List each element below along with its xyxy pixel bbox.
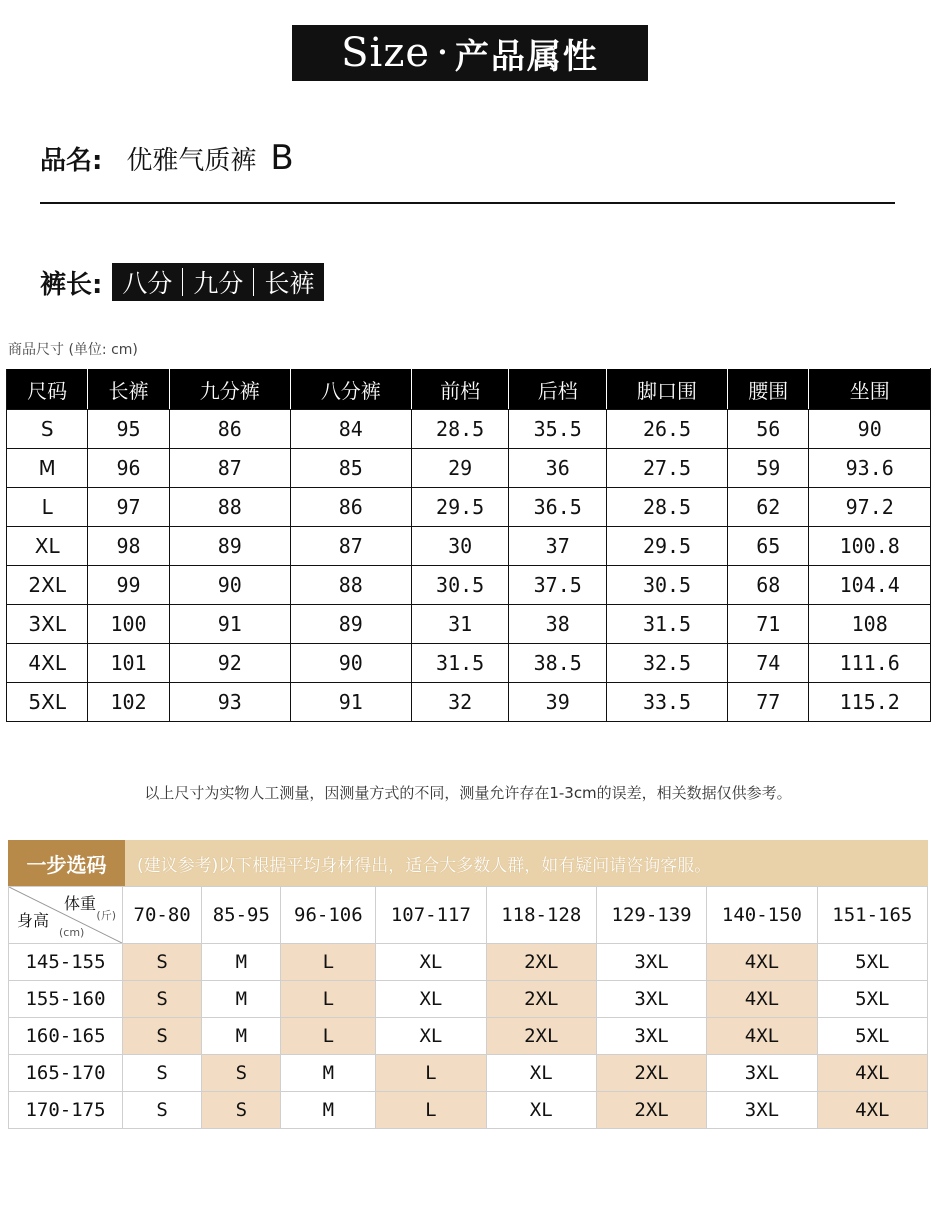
table-row: [7, 566, 931, 605]
recommended-size-cell: 5XL: [817, 1018, 927, 1055]
table-row: [9, 1092, 928, 1129]
recommended-size-cell: 3XL: [596, 1018, 706, 1055]
measurement-cell: 87: [169, 449, 290, 488]
recommended-size-cell: S: [202, 1092, 281, 1129]
recommended-size-cell: L: [376, 1055, 486, 1092]
size-column-header: 脚口围: [607, 369, 728, 410]
measurement-cell: 74: [728, 644, 809, 683]
recommended-size-cell: XL: [486, 1055, 596, 1092]
measurement-cell: 30: [411, 527, 509, 566]
recommended-size-cell: S: [202, 1055, 281, 1092]
size-recommendation: [8, 840, 928, 1129]
length-option: 八分: [122, 269, 173, 298]
recommended-size-cell: M: [202, 944, 281, 981]
size-label-cell: 2XL: [7, 566, 88, 605]
measurement-disclaimer: 以上尺寸为实物人工测量，因测量方式的不同，测量允许存在1-3cm的误差，相关数据仅供参考。: [144, 784, 792, 802]
measurement-cell: 90: [809, 410, 931, 449]
weight-label: 体重: [63, 894, 96, 913]
measurement-cell: 28.5: [607, 488, 728, 527]
recommendation-title: 一步选码: [8, 840, 125, 886]
measurement-cell: 101: [88, 644, 169, 683]
recommended-size-cell: M: [202, 981, 281, 1018]
measurement-cell: 27.5: [607, 449, 728, 488]
measurement-cell: 86: [290, 488, 411, 527]
measurement-cell: 85: [290, 449, 411, 488]
recommended-size-cell: S: [123, 1018, 202, 1055]
measurement-cell: 38.5: [509, 644, 607, 683]
measurement-cell: 84: [290, 410, 411, 449]
height-label: 身高: [17, 911, 50, 930]
title-dot: ·: [436, 30, 449, 76]
size-table-caption: 商品尺寸 (单位: cm): [8, 342, 138, 358]
measurement-cell: 35.5: [509, 410, 607, 449]
pants-length-label: 裤长:: [40, 269, 103, 300]
table-row: [7, 605, 931, 644]
measurement-cell: 89: [290, 605, 411, 644]
measurement-cell: 33.5: [607, 683, 728, 722]
measurement-cell: 77: [728, 683, 809, 722]
size-label-cell: 5XL: [7, 683, 88, 722]
size-column-header: 尺码: [7, 369, 88, 410]
recommended-size-cell: XL: [486, 1092, 596, 1129]
weight-column-header: 118-128: [486, 887, 596, 944]
weight-column-header: 151-165: [817, 887, 927, 944]
recommendation-note: (建议参考)以下根据平均身材得出，适合大多数人群，如有疑问请咨询客服。: [137, 855, 712, 876]
measurement-cell: 95: [88, 410, 169, 449]
size-column-header: 腰围: [728, 369, 809, 410]
recommended-size-cell: M: [202, 1018, 281, 1055]
divider: [40, 202, 895, 204]
measurement-cell: 37.5: [509, 566, 607, 605]
measurement-cell: 31.5: [411, 644, 509, 683]
measurement-cell: 38: [509, 605, 607, 644]
height-row-header: 160-165: [9, 1018, 123, 1055]
table-row: [7, 410, 931, 449]
weight-column-header: 96-106: [281, 887, 376, 944]
recommended-size-cell: 5XL: [817, 944, 927, 981]
measurement-cell: 37: [509, 527, 607, 566]
size-column-header: 九分裤: [169, 369, 290, 410]
recommended-size-cell: L: [281, 944, 376, 981]
recommended-size-cell: XL: [376, 944, 486, 981]
pants-length-row: [40, 263, 324, 301]
measurement-cell: 93.6: [809, 449, 931, 488]
measurement-cell: 115.2: [809, 683, 931, 722]
measurement-cell: 65: [728, 527, 809, 566]
weight-column-header: 107-117: [376, 887, 486, 944]
measurement-cell: 39: [509, 683, 607, 722]
recommended-size-cell: L: [376, 1092, 486, 1129]
product-name-row: [40, 138, 294, 178]
size-label-cell: 4XL: [7, 644, 88, 683]
measurement-cell: 56: [728, 410, 809, 449]
measurement-cell: 28.5: [411, 410, 509, 449]
table-row: [9, 944, 928, 981]
measurement-cell: 88: [169, 488, 290, 527]
size-column-header: 前档: [411, 369, 509, 410]
measurement-cell: 90: [290, 644, 411, 683]
recommended-size-cell: 4XL: [817, 1055, 927, 1092]
size-label-cell: L: [7, 488, 88, 527]
size-table: [6, 368, 931, 722]
measurement-cell: 31: [411, 605, 509, 644]
pants-length-options: [112, 263, 324, 301]
recommended-size-cell: 4XL: [707, 944, 817, 981]
measurement-cell: 100.8: [809, 527, 931, 566]
recommended-size-cell: 2XL: [596, 1092, 706, 1129]
table-corner: [9, 887, 123, 944]
measurement-cell: 32.5: [607, 644, 728, 683]
measurement-cell: 31.5: [607, 605, 728, 644]
title-size-word: Size: [341, 30, 431, 76]
table-row: [7, 527, 931, 566]
product-name-suffix: B: [270, 138, 294, 178]
weight-column-header: 129-139: [596, 887, 706, 944]
recommended-size-cell: 3XL: [596, 981, 706, 1018]
page-title-banner: [292, 25, 648, 81]
measurement-cell: 91: [290, 683, 411, 722]
measurement-cell: 97.2: [809, 488, 931, 527]
measurement-cell: 91: [169, 605, 290, 644]
measurement-cell: 93: [169, 683, 290, 722]
measurement-cell: 100: [88, 605, 169, 644]
measurement-cell: 32: [411, 683, 509, 722]
height-row-header: 155-160: [9, 981, 123, 1018]
product-name-label: 品名:: [40, 146, 103, 176]
table-row: [7, 683, 931, 722]
product-name-value: 优雅气质裤: [126, 146, 257, 176]
measurement-cell: 36.5: [509, 488, 607, 527]
recommended-size-cell: L: [281, 1018, 376, 1055]
table-row: [9, 1018, 928, 1055]
recommended-size-cell: 2XL: [486, 981, 596, 1018]
measurement-cell: 99: [88, 566, 169, 605]
size-column-header: 八分裤: [290, 369, 411, 410]
title-product-attributes: 产品属性: [454, 36, 599, 77]
measurement-cell: 36: [509, 449, 607, 488]
measurement-cell: 92: [169, 644, 290, 683]
measurement-cell: 96: [88, 449, 169, 488]
recommended-size-cell: L: [281, 981, 376, 1018]
recommended-size-cell: S: [123, 944, 202, 981]
measurement-cell: 87: [290, 527, 411, 566]
size-column-header: 后档: [509, 369, 607, 410]
recommended-size-cell: 5XL: [817, 981, 927, 1018]
measurement-cell: 89: [169, 527, 290, 566]
recommended-size-cell: XL: [376, 1018, 486, 1055]
measurement-cell: 62: [728, 488, 809, 527]
recommended-size-cell: M: [281, 1092, 376, 1129]
length-option: 长裤: [264, 269, 315, 298]
measurement-cell: 90: [169, 566, 290, 605]
recommended-size-cell: S: [123, 981, 202, 1018]
weight-unit: (斤): [96, 909, 116, 922]
height-row-header: 170-175: [9, 1092, 123, 1129]
measurement-cell: 102: [88, 683, 169, 722]
weight-column-header: 140-150: [707, 887, 817, 944]
size-column-header: 坐围: [809, 369, 931, 410]
size-label-cell: S: [7, 410, 88, 449]
measurement-cell: 29: [411, 449, 509, 488]
measurement-cell: 29.5: [411, 488, 509, 527]
recommended-size-cell: M: [281, 1055, 376, 1092]
recommended-size-cell: 4XL: [817, 1092, 927, 1129]
measurement-cell: 71: [728, 605, 809, 644]
measurement-cell: 86: [169, 410, 290, 449]
measurement-cell: 30.5: [411, 566, 509, 605]
height-row-header: 145-155: [9, 944, 123, 981]
size-label-cell: 3XL: [7, 605, 88, 644]
weight-column-header: 70-80: [123, 887, 202, 944]
recommendation-header: [8, 840, 928, 886]
measurement-cell: 98: [88, 527, 169, 566]
recommended-size-cell: 3XL: [707, 1092, 817, 1129]
measurement-cell: 30.5: [607, 566, 728, 605]
size-label-cell: XL: [7, 527, 88, 566]
recommended-size-cell: 2XL: [486, 1018, 596, 1055]
measurement-cell: 29.5: [607, 527, 728, 566]
measurement-cell: 97: [88, 488, 169, 527]
height-unit: (cm): [59, 926, 85, 939]
measurement-cell: 68: [728, 566, 809, 605]
recommended-size-cell: 2XL: [596, 1055, 706, 1092]
size-label-cell: M: [7, 449, 88, 488]
table-row: [7, 449, 931, 488]
recommended-size-cell: 3XL: [707, 1055, 817, 1092]
height-row-header: 165-170: [9, 1055, 123, 1092]
table-row: [9, 981, 928, 1018]
weight-column-header: 85-95: [202, 887, 281, 944]
recommendation-table: [8, 886, 928, 1129]
measurement-cell: 111.6: [809, 644, 931, 683]
recommended-size-cell: 4XL: [707, 1018, 817, 1055]
recommended-size-cell: 4XL: [707, 981, 817, 1018]
table-row: [9, 1055, 928, 1092]
measurement-cell: 104.4: [809, 566, 931, 605]
length-option: 九分: [193, 269, 244, 298]
recommended-size-cell: S: [123, 1092, 202, 1129]
recommended-size-cell: XL: [376, 981, 486, 1018]
measurement-cell: 88: [290, 566, 411, 605]
measurement-cell: 26.5: [607, 410, 728, 449]
measurement-cell: 59: [728, 449, 809, 488]
recommended-size-cell: 3XL: [596, 944, 706, 981]
table-row: [7, 644, 931, 683]
recommended-size-cell: 2XL: [486, 944, 596, 981]
size-column-header: 长裤: [88, 369, 169, 410]
measurement-cell: 108: [809, 605, 931, 644]
table-row: [7, 488, 931, 527]
recommended-size-cell: S: [123, 1055, 202, 1092]
